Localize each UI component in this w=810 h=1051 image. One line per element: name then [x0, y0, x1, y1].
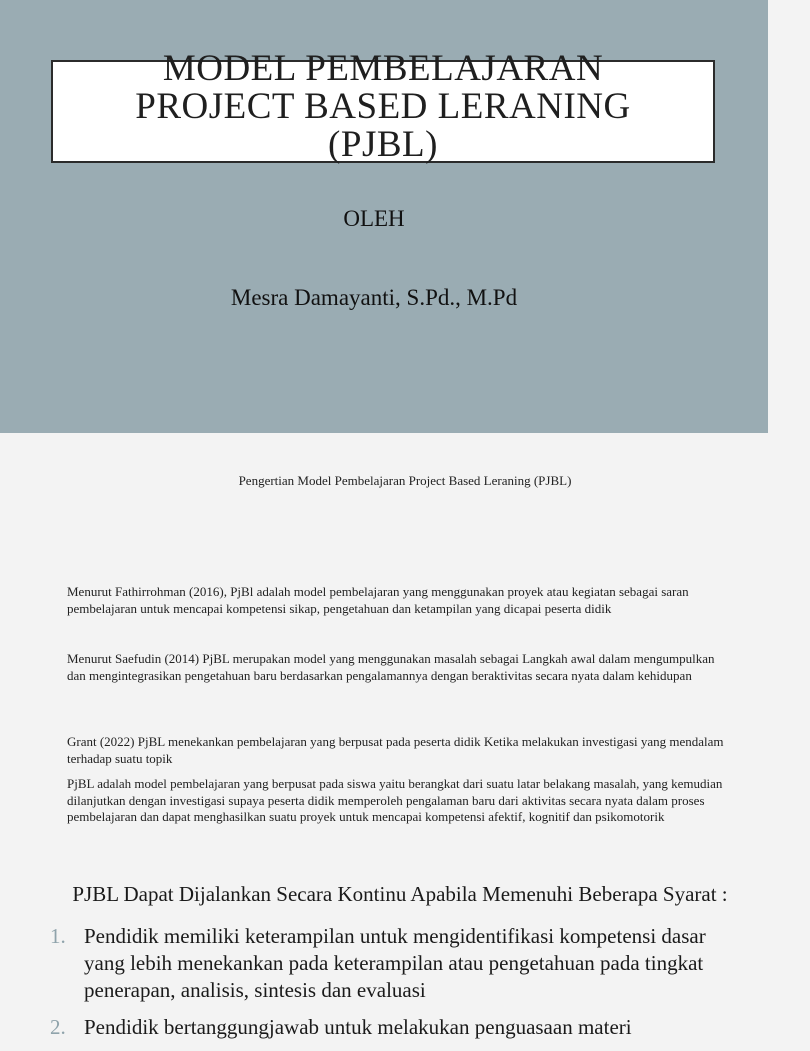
title-line-3: (PJBL)	[328, 124, 438, 165]
section-title: Pengertian Model Pembelajaran Project Based Leraning (PJBL)	[238, 473, 572, 488]
title-line-2: PROJECT BASED LERANING	[135, 86, 631, 127]
list-item-text: Pendidik memiliki keterampilan untuk mengidentifikasi kompetensi dasar yang lebih menekankan pada keterampilan atau pengetahuan pada tingkat penerapan, analisis, sintesis dan evaluasi	[84, 924, 706, 1002]
by-label: OLEH	[343, 206, 405, 231]
definition-paragraph: PjBL adalah model pembelajaran yang berpusat pada siswa yaitu berangkat dari suatu latar belakang masalah, yang kemudian dilanjutkan dengan investigasi supaya peserta didik memperoleh pengalaman baru dari aktivitas secara nyata dalam proses pembelajaran dan dapat menghasilkan suatu proyek untuk mencapai kompetensi afektif, kognitif dan psikomotorik	[67, 776, 723, 824]
definition-paragraph: Grant (2022) PjBL menekankan pembelajaran yang berpusat pada peserta didik Ketika melakukan investigasi yang mendalam terhadap suatu topik	[67, 734, 724, 766]
content-slide	[0, 433, 768, 1039]
definition-paragraph: Menurut Saefudin (2014) PjBL merupakan model yang menggunakan masalah sebagai Langkah awal dalam mengumpulkan dan mengintegrasikan pengetahuan baru berdasarkan pengalamannya dengan beraktivitas secara nyata dalam kehidupan	[67, 651, 715, 683]
requirements-list	[50, 923, 740, 1051]
author-name: Mesra Damayanti, S.Pd., M.Pd	[230, 285, 518, 310]
title-slide	[0, 0, 768, 433]
list-item	[50, 923, 740, 1004]
list-item-text: Pendidik bertanggungjawab untuk melakukan penguasaan materi	[84, 1015, 632, 1039]
list-item	[50, 1014, 740, 1041]
list-number: 2.	[50, 1015, 66, 1039]
definition-paragraph: Menurut Fathirrohman (2016), PjBl adalah model pembelajaran yang menggunakan proyek atau kegiatan sebagai saran pembelajaran untuk mencapai kompetensi sikap, pengetahuan dan ketampilan yang dicapai peserta didik	[67, 584, 689, 616]
requirements-heading: PJBL Dapat Dijalankan Secara Kontinu Apabila Memenuhi Beberapa Syarat :	[72, 882, 728, 906]
title-line-1: MODEL PEMBELAJARAN	[162, 48, 604, 89]
slide-title	[51, 50, 715, 164]
list-number: 1.	[50, 924, 66, 948]
